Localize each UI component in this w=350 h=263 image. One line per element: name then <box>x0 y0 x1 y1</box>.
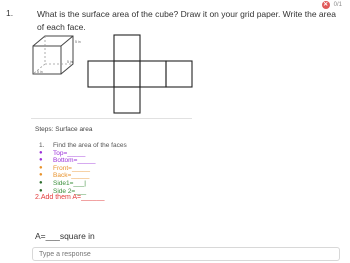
net-face-front <box>114 61 140 87</box>
question-number: 1. <box>6 8 14 18</box>
cube-edge-label-front: 5 in <box>37 70 43 74</box>
net-face-back <box>166 61 192 87</box>
net-face-left <box>88 61 114 87</box>
step-2-add-faces: 2.Add them A=______ <box>35 194 105 201</box>
face-bottom-label: Bottom=_____ <box>53 157 96 165</box>
face-front-label: Front=_____ <box>53 164 91 172</box>
net-face-top <box>114 35 140 61</box>
cube-net-diagram <box>84 34 194 118</box>
bullet-icon: ● <box>39 164 43 171</box>
step-1-number: 1. <box>39 142 45 149</box>
face-top-label: Top=_____ <box>53 149 86 157</box>
face-item-bottom <box>39 157 127 165</box>
bullet-icon: ● <box>39 187 43 194</box>
face-side2-label: Side 2=___ <box>53 187 87 195</box>
bullet-icon: ● <box>39 149 43 156</box>
net-face-right <box>140 61 166 87</box>
question-text: What is the surface area of the cube? Draw it on your grid paper. Write the area of each face. <box>37 9 336 32</box>
bullet-icon: ● <box>39 157 43 164</box>
answer-line: A=___square in <box>35 231 95 241</box>
error-icon: ✕ <box>323 2 329 8</box>
face-side1-label: Side1=___| <box>53 179 86 187</box>
response-input[interactable] <box>32 247 340 261</box>
face-item-front <box>39 165 127 173</box>
cube-edge-label-right: 5 in <box>67 60 73 64</box>
face-item-side1 <box>39 180 127 188</box>
net-face-bottom <box>114 87 140 113</box>
face-item-top <box>39 150 127 158</box>
steps-list <box>39 142 127 195</box>
face-back-label: Back=_____ <box>53 172 90 180</box>
divider <box>31 118 192 119</box>
cube-figure <box>31 34 81 76</box>
cube-edge-label-top: 5 in <box>75 40 81 44</box>
bullet-icon: ● <box>39 179 43 186</box>
step-1-row <box>39 142 127 150</box>
step-1-label: Find the area of the faces <box>53 142 127 149</box>
face-item-back <box>39 172 127 180</box>
response-counter: 0/1 <box>333 2 342 8</box>
steps-title: Steps: Surface area <box>35 126 93 133</box>
bullet-icon: ● <box>39 172 43 179</box>
